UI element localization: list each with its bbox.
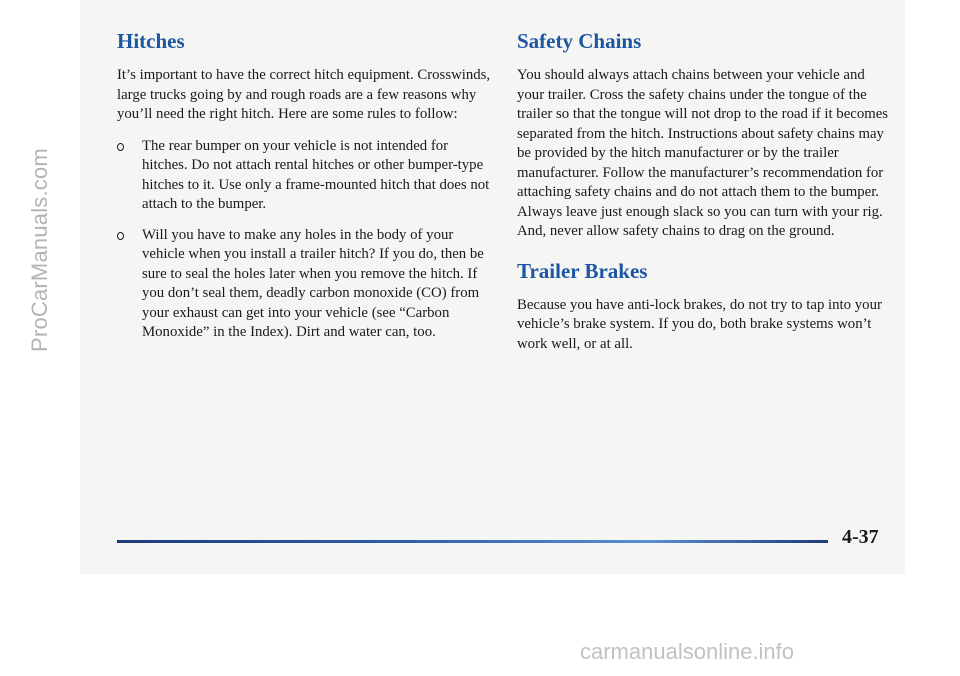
trailer-brakes-heading: Trailer Brakes (517, 258, 648, 283)
safety-chains-heading: Safety Chains (517, 29, 642, 53)
hitches-heading: Hitches (117, 29, 185, 53)
right-column (517, 28, 889, 354)
hitches-intro: It’s important to have the correct hitch equipment. Crosswinds, large trucks going by and rough roads are a few reasons why you’ll need the right hitch. Here are some rules to follow: (117, 67, 491, 122)
list-item (117, 226, 495, 343)
safety-chains-body: You should always attach chains between your vehicle and your trailer. Cross the safety chains under the tongue of the trailer so that the tongue will not drop to the road if it becomes separated from the hitch. Instructions about safety chains may be provided by the hitch manufacturer or by the trailer manufacturer. Follow the manufacturer’s recommendation for attaching safety chains and do not attach them to the bumper. Always leave just enough slack so you can turn with your rig. And, never allow safety chains to drag on the ground. (517, 67, 889, 239)
page-number: 4-37 (842, 526, 879, 548)
side-watermark-text: ProCarManuals.com (27, 148, 52, 352)
list-item (117, 137, 495, 215)
bullet-icon (117, 232, 124, 240)
bullet-icon (117, 143, 124, 151)
hitch-rule-text: Will you have to make any holes in the body of your vehicle when you install a trailer hitch? If you do, then be sure to seal the holes later when you remove the hitch. If you don’t seal them, deadly carbon monoxide (CO) from your exhaust can get into your vehicle (see “Carbon Monoxide” in the Index). Dirt and water can, too. (142, 226, 484, 340)
hitch-rules-list (117, 137, 495, 343)
bottom-watermark: carmanualsonline.info (580, 639, 795, 664)
hitches-section (117, 28, 495, 354)
side-watermark (0, 0, 80, 676)
hitch-rule-text: The rear bumper on your vehicle is not intended for hitches. Do not attach rental hitches or other bumper-type hitches to it. Use only a frame-mounted hitch that does not attach to the bumper. (142, 137, 490, 212)
trailer-brakes-body: Because you have anti-lock brakes, do not try to tap into your vehicle’s brake system. If you do, both brake systems won’t work well, or at all. (517, 296, 882, 352)
footer-rule (117, 540, 828, 543)
